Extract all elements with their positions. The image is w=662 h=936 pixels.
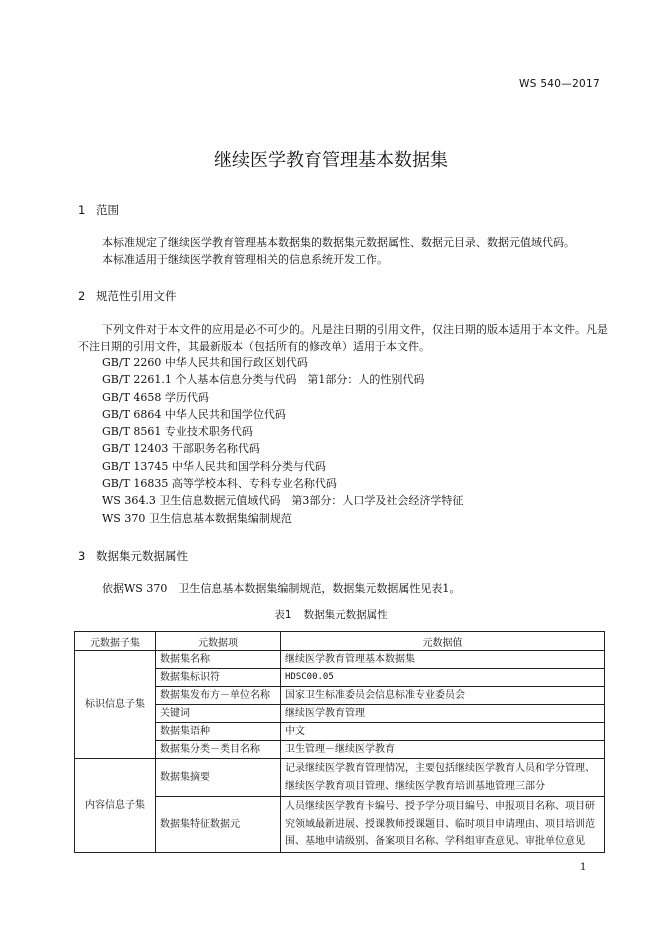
reference-code: GB/T 8561 <box>102 425 162 439</box>
item-cell: 数据集摘要 <box>156 759 281 797</box>
section-3-title: 数据集元数据属性 <box>96 549 188 563</box>
table-caption <box>0 607 662 622</box>
table-header-row <box>75 632 605 651</box>
reference-title: 干部职务名称代码 <box>171 442 260 456</box>
section-3-intro <box>78 580 608 597</box>
value-cell: 人员继续医学教育卡编号、授予学分项目编号、申报项目名称、项目研究领域最新进展、授课教师授课题目、临时项目申请理由、项目培训范围、基地申请级别、备案项目名称、学科组审查意见、审批单位意见 <box>281 797 605 853</box>
section-2-intro <box>78 321 608 355</box>
reference-code: GB/T 4658 <box>102 390 162 404</box>
reference-title: 中华人民共和国学科分类与代码 <box>171 459 326 473</box>
reference-code: GB/T 6864 <box>102 407 162 421</box>
reference-list <box>102 354 463 527</box>
value-cell: 继续医学教育管理基本数据集 <box>281 651 605 669</box>
reference-title: 学历代码 <box>164 390 209 404</box>
reference-item <box>102 458 463 475</box>
reference-code: WS 364.3 <box>102 494 156 508</box>
reference-item <box>102 371 463 388</box>
section-2-heading <box>78 288 177 304</box>
item-cell: 数据集标识符 <box>156 669 281 687</box>
value-cell: 中文 <box>281 723 605 741</box>
reference-item <box>102 510 463 527</box>
column-header: 元数据值 <box>281 632 605 651</box>
reference-item <box>102 389 463 406</box>
item-cell: 数据集分类－类目名称 <box>156 741 281 759</box>
reference-item <box>102 354 463 371</box>
section-1-title: 范围 <box>96 203 119 217</box>
standard-code: WS 540—2017 <box>519 78 600 90</box>
reference-code: GB/T 2260 <box>102 356 162 369</box>
section-1-heading <box>78 202 119 218</box>
section-1-body <box>78 234 608 268</box>
reference-code: WS 370 <box>102 511 146 525</box>
section-2-number: 2 <box>78 289 86 303</box>
reference-item <box>102 440 463 457</box>
table-caption-number: 表1 <box>274 609 292 621</box>
value-cell: 国家卫生标准委员会信息标准专业委员会 <box>281 687 605 705</box>
paragraph: 本标准适用于继续医学教育管理相关的信息系统开发工作。 <box>102 253 388 266</box>
section-2-title: 规范性引用文件 <box>96 289 177 303</box>
table-caption-title: 数据集元数据属性 <box>303 609 388 621</box>
group-cell: 内容信息子集 <box>75 759 156 853</box>
table-row <box>75 651 605 669</box>
column-header: 元数据项 <box>156 632 281 651</box>
value-cell: HDSC00.05 <box>281 669 605 687</box>
page-number: 1 <box>580 862 587 873</box>
paragraph: 本标准规定了继续医学教育管理基本数据集的数据集元数据属性、数据元目录、数据元值域代码。 <box>102 236 575 249</box>
table-row <box>75 759 605 797</box>
reference-title: 卫生信息数据元值域代码 第3部分：人口学及社会经济学特征 <box>159 494 464 508</box>
item-cell: 数据集发布方－单位名称 <box>156 687 281 705</box>
reference-item <box>102 475 463 492</box>
section-3-number: 3 <box>78 549 86 563</box>
group-cell: 标识信息子集 <box>75 651 156 759</box>
reference-code: GB/T 2261.1 <box>102 373 172 387</box>
column-header: 元数据子集 <box>75 632 156 651</box>
document-title: 继续医学教育管理基本数据集 <box>214 150 448 171</box>
value-cell: 记录继续医学教育管理情况，主要包括继续医学教育人员和学分管理、继续医学教育项目管理、继续医学教育培训基地管理三部分 <box>281 759 605 797</box>
reference-title: 中华人民共和国行政区划代码 <box>164 356 308 369</box>
paragraph: 依据WS 370 卫生信息基本数据集编制规范，数据集元数据属性见表1。 <box>102 582 461 595</box>
metadata-table <box>74 631 605 853</box>
paragraph: 下列文件对于本文件的应用是必不可少的。凡是注日期的引用文件，仅注日期的版本适用于本文件。凡是不注日期的引用文件，其最新版本（包括所有的修改单）适用于本文件。 <box>78 323 608 353</box>
section-1-number: 1 <box>78 203 86 217</box>
item-cell: 数据集名称 <box>156 651 281 669</box>
reference-title: 卫生信息基本数据集编制规范 <box>148 511 292 525</box>
reference-code: GB/T 12403 <box>102 442 169 456</box>
reference-title: 高等学校本科、专科专业名称代码 <box>171 477 337 491</box>
reference-title: 专业技术职务代码 <box>164 425 253 439</box>
item-cell: 数据集语种 <box>156 723 281 741</box>
reference-code: GB/T 16835 <box>102 477 169 491</box>
reference-item <box>102 492 463 509</box>
item-cell: 关键词 <box>156 705 281 723</box>
reference-title: 个人基本信息分类与代码 第1部分：人的性别代码 <box>175 373 425 387</box>
value-cell: 继续医学教育管理 <box>281 705 605 723</box>
reference-code: GB/T 13745 <box>102 459 169 473</box>
reference-title: 中华人民共和国学位代码 <box>164 407 286 421</box>
section-3-heading <box>78 548 188 564</box>
value-cell: 卫生管理－继续医学教育 <box>281 741 605 759</box>
reference-item <box>102 423 463 440</box>
item-cell: 数据集特征数据元 <box>156 797 281 853</box>
reference-item <box>102 406 463 423</box>
